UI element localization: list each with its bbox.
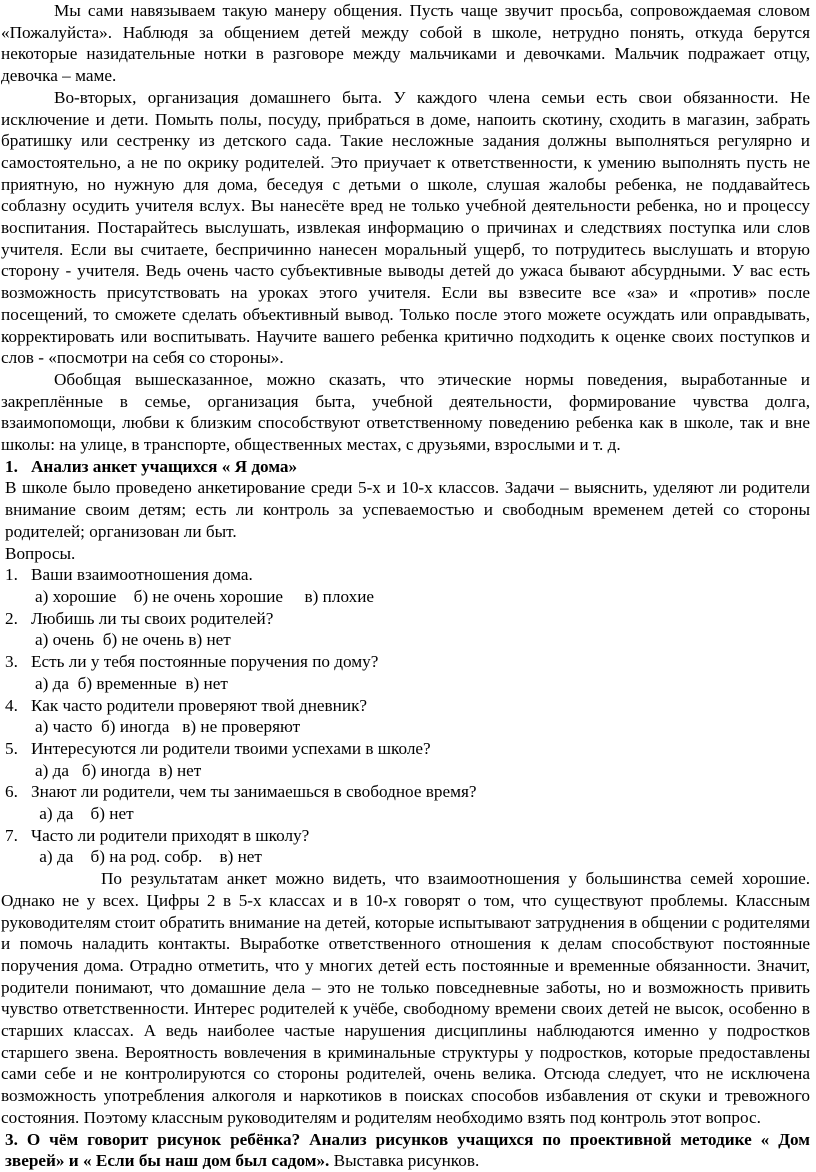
question-text: Интересуются ли родители твоими успехами в школе? bbox=[31, 738, 431, 758]
section-1-heading bbox=[5, 456, 810, 478]
questions-label: Вопросы. bbox=[5, 543, 76, 563]
question-options: а) да б) на род. собр. в) нет bbox=[35, 847, 262, 867]
section-3-heading bbox=[5, 1129, 810, 1172]
question-item bbox=[5, 781, 810, 824]
question-item bbox=[5, 738, 810, 781]
section-3-tail: Выставка рисунков. bbox=[329, 1151, 480, 1171]
question-text: Ваши взаимоотношения дома. bbox=[31, 565, 253, 585]
question-options: а) очень б) не очень в) нет bbox=[35, 630, 231, 650]
question-number: 2. bbox=[5, 608, 18, 628]
survey-intro: В школе было проведено анкетирование среди 5-х и 10-х классов. Задачи – выяснить, уделяют ли родители внимание своим детям; есть ли контроль за успеваемостью и свободным временем детей со стороны родителей; организован ли быт. bbox=[5, 478, 810, 541]
paragraph-summary: Обобщая вышесказанное, можно сказать, что этические нормы поведения, выработанные и закреплённые в семье, организация быта, учебной деятельности, формирование чувства долга, взаимопомощи, любви к близким способствуют ответственному поведению ребенка как в школе, так и вне школы: на улице, в транспорте, общественных местах, с друзьями, взрослыми и т. д. bbox=[1, 369, 810, 455]
section-3-title: 3. О чём говорит рисунок ребёнка? Анализ рисунков учащихся по проективной методике « Дом зверей» и « Если бы наш дом был садом». bbox=[5, 1129, 810, 1171]
question-number: 6. bbox=[5, 782, 18, 802]
question-text: Знают ли родители, чем ты занимаешься в свободное время? bbox=[31, 782, 477, 802]
question-item bbox=[5, 825, 810, 868]
question-text: Как часто родители проверяют твой дневник? bbox=[31, 695, 368, 715]
question-options: а) хорошие б) не очень хорошие в) плохие bbox=[35, 586, 375, 606]
question-text: Любишь ли ты своих родителей? bbox=[31, 608, 274, 628]
question-number: 5. bbox=[5, 738, 18, 758]
question-item bbox=[5, 695, 810, 738]
question-item bbox=[5, 651, 810, 694]
question-text: Есть ли у тебя постоянные поручения по дому? bbox=[31, 652, 379, 672]
paragraph-communication: Мы сами навязываем такую манеру общения. Пусть чаще звучит просьба, сопровождаемая словом «Пожалуйста». Наблюдя за общением детей между собой в школе, нетрудно понять, откуда берутся некоторые назидательные нотки в разговоре между мальчиками и девочками. Мальчик подражает отцу, девочка – маме. bbox=[1, 1, 810, 86]
question-item bbox=[5, 608, 810, 651]
question-number: 4. bbox=[5, 695, 18, 715]
question-text: Часто ли родители приходят в школу? bbox=[31, 825, 310, 845]
question-number: 1. bbox=[5, 565, 18, 585]
question-number: 7. bbox=[5, 825, 18, 845]
question-item bbox=[5, 564, 810, 607]
question-options: а) часто б) иногда в) не проверяют bbox=[35, 717, 301, 737]
section-1-title: Анализ анкет учащихся « Я дома» bbox=[31, 456, 298, 476]
question-options: а) да б) нет bbox=[35, 804, 134, 824]
question-options: а) да б) иногда в) нет bbox=[35, 760, 202, 780]
question-number: 3. bbox=[5, 652, 18, 672]
questions-list bbox=[1, 564, 810, 868]
survey-analysis: По результатам анкет можно видеть, что взаимоотношения у большинства семей хорошие. Однако не у всех. Цифры 2 в 5-х классах и в 10-х говорят о том, что существуют проблемы. Классным руководителям стоит обратить внимание на детей, которые испытывают затруднения в общении с родителями и помочь наладить контакты. Выработке ответственного отношения к делам способствуют постоянные поручения дома. Отрадно отметить, что у многих детей есть постоянные и временные обязанности. Значит, родители понимают, что домашние дела – это не только повседневные заботы, но и возможность привить чувство ответственности. Интерес родителей к учёбе, свободному времени своих детей не высок, особенно в старших классах. А ведь наиболее частые нарушения дисциплины наблюдаются именно у подростков старшего звена. Вероятность вовлечения в криминальные структуры у подростков, которые предоставлены сами себе и не контролируются со стороны родителей, очень велика. Отсюда следует, что не исключена возможность употребления алкоголя и наркотиков в поисках способов избавления от скуки и тревожного состояния. Поэтому классным руководителям и родителям необходимо взять под контроль этот вопрос. bbox=[1, 869, 810, 1127]
paragraph-household: Во-вторых, организация домашнего быта. У каждого члена семьи есть свои обязанности. Не исключение и дети. Помыть полы, посуду, прибраться в доме, напоить скотину, сходить в магазин, забрать братишку или сестренку из детского сада. Такие несложные задания должны выполняться регулярно и самостоятельно, а не по окрику родителей. Это приучает к ответственности, к умению выполнять пусть не приятную, но нужную для дома, беседуя с детьми о школе, слушая жалобы ребенка, не поддавайтесь соблазну осудить учителя вслух. Вы нанесёте вред не только учебной деятельности ребенка, но и процессу воспитания. Постарайтесь выслушать, извлекая информацию о причинах и следствиях поступка или слов учителя. Если вы считаете, беспричинно нанесен моральный ущерб, то потрудитесь выслушать и вторую сторону - учителя. Ведь очень часто субъективные выводы детей до ужаса бывают абсурдными. У вас есть возможность присутствовать на уроках этого учителя. Если вы взвесите все «за» и «против» после посещений, то сможете сделать объективный вывод. Только после этого можете осуждать или оправдывать, корректировать или воспитывать. Научите вашего ребенка критично подходить к оценке своих поступков и слов - «посмотри на себя со стороны». bbox=[1, 87, 810, 368]
section-1-number: 1. bbox=[5, 456, 18, 476]
question-options: а) да б) временные в) нет bbox=[35, 673, 228, 693]
